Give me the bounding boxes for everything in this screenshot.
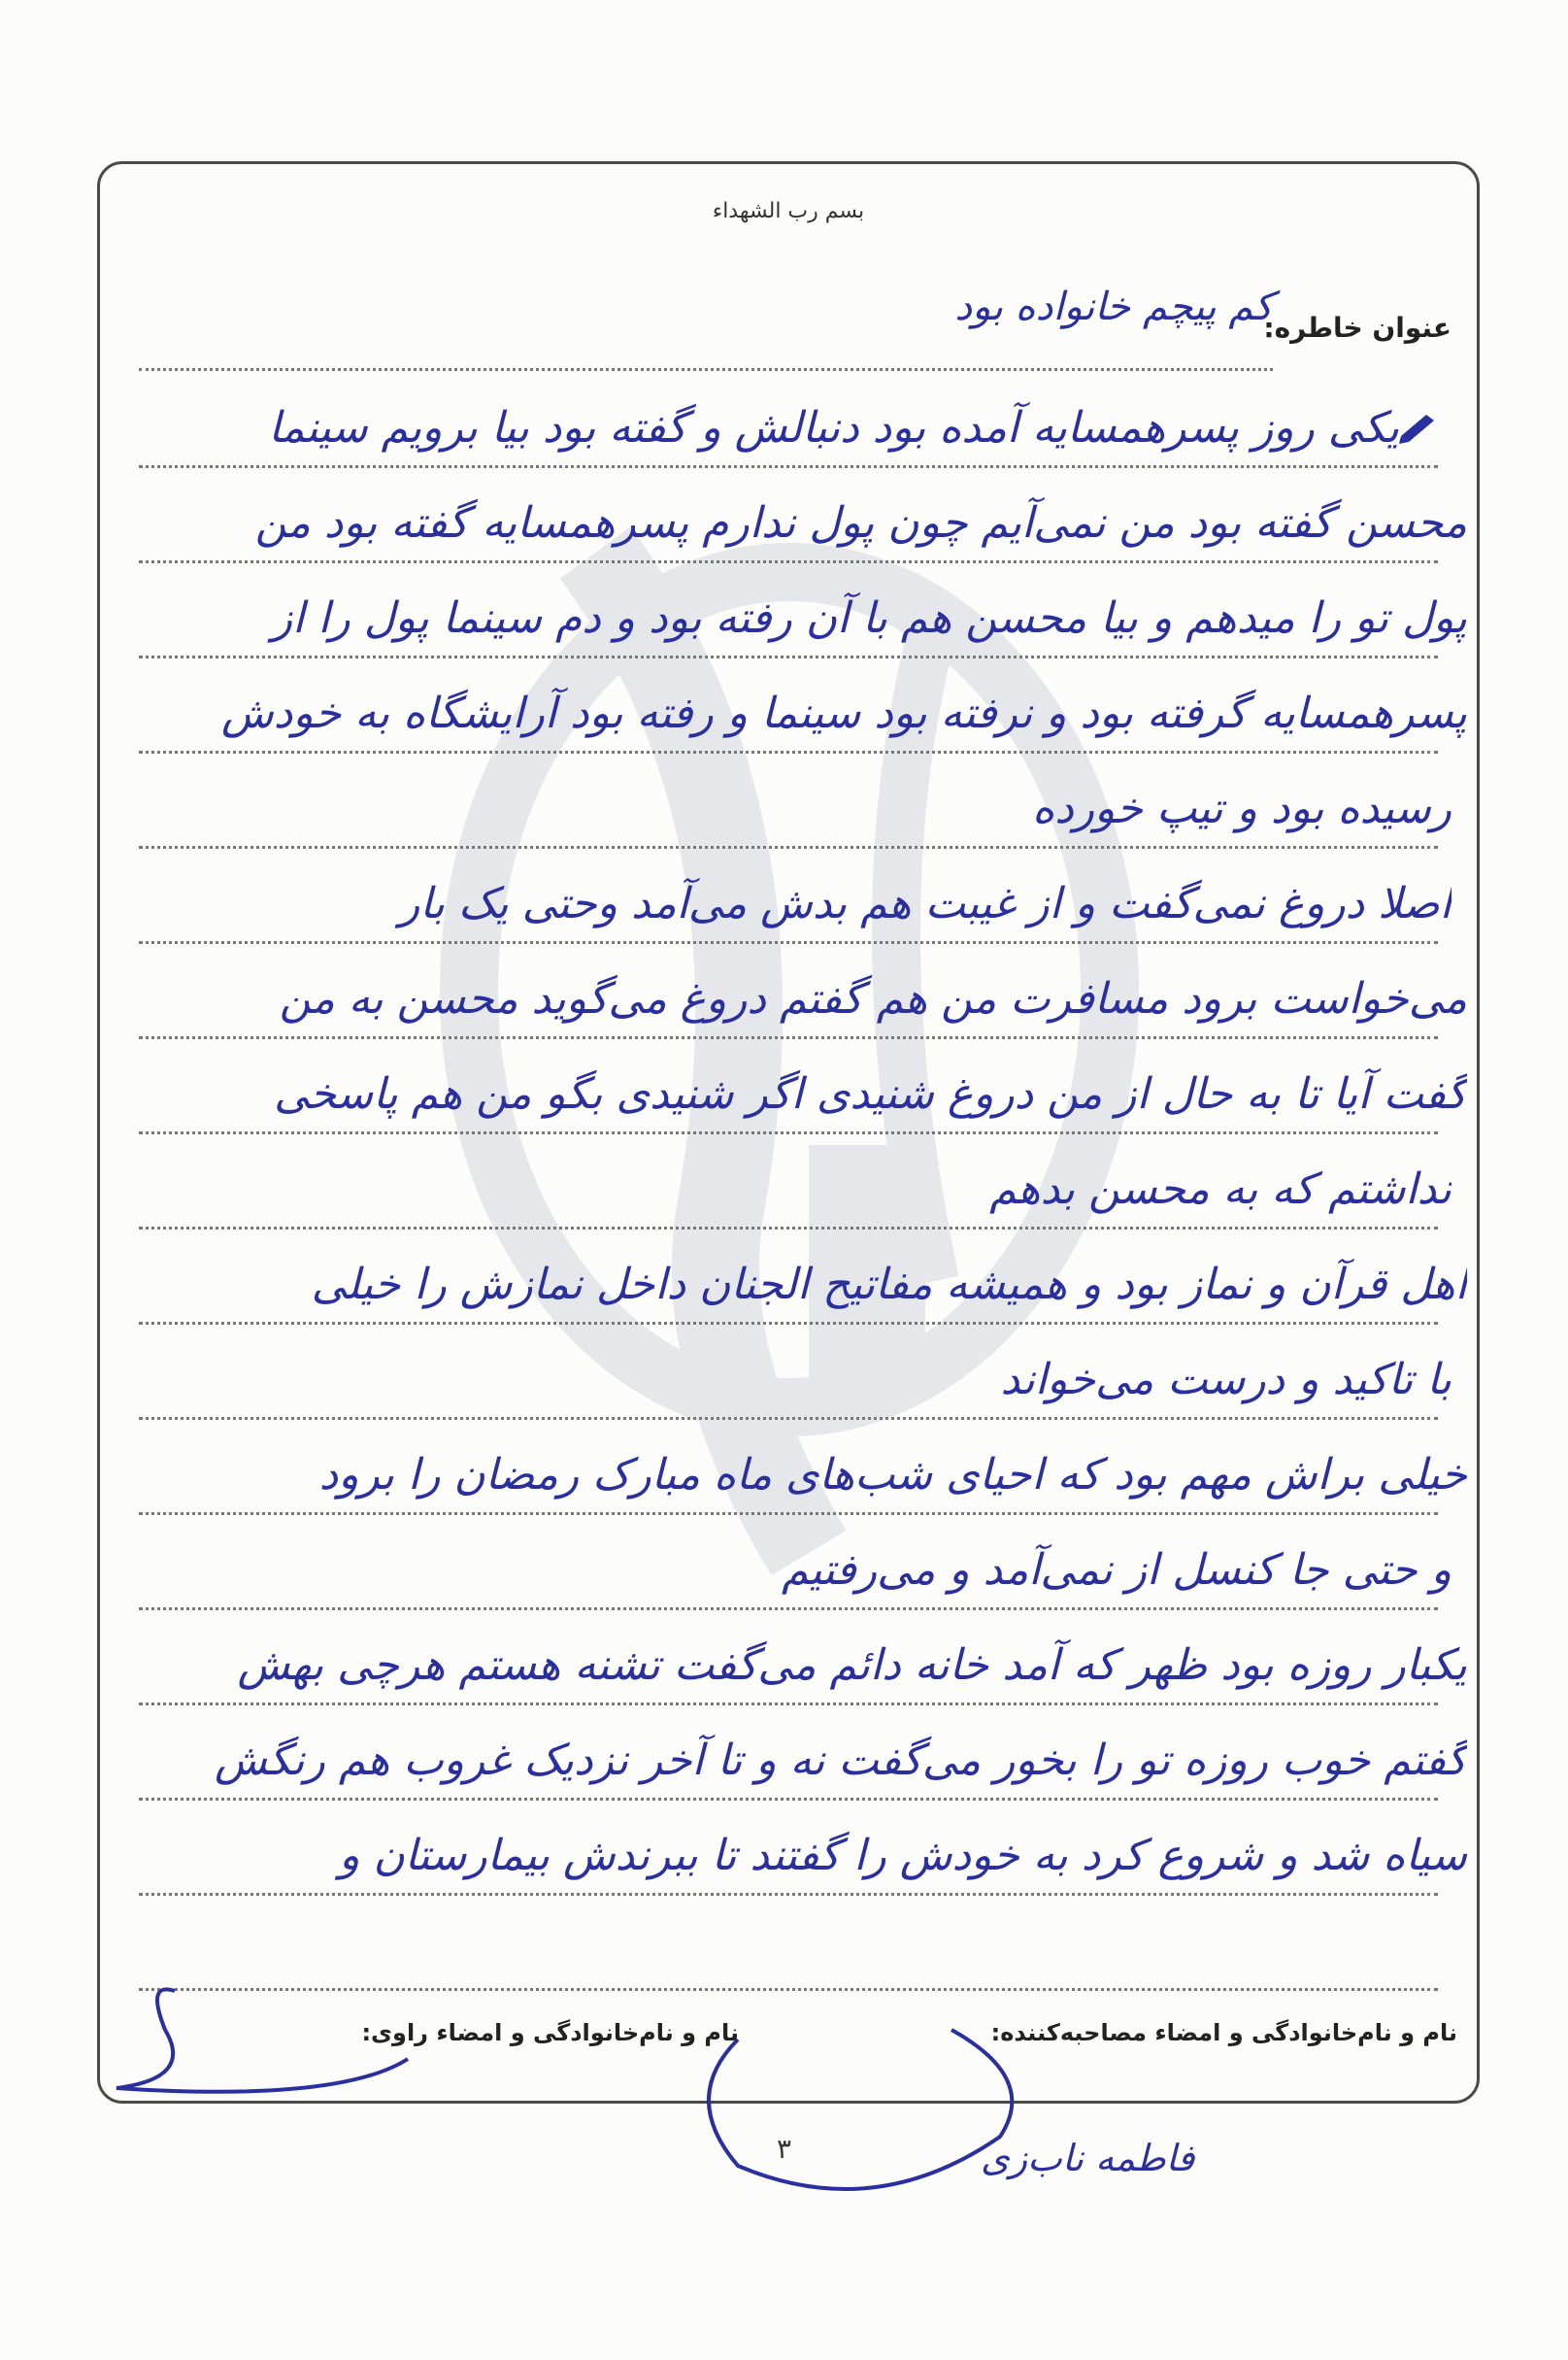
interviewer-signature-label: نام و نام‌خانوادگی و امضاء مصاحبه‌کننده:: [990, 2019, 1457, 2046]
handwritten-line: یکی روز پسرهمسایه آمده بود دنبالش و گفته بود بیا برویم سینما: [268, 403, 1399, 453]
handwritten-line: نداشتم که به محسن بدهم: [989, 1164, 1451, 1214]
handwritten-line: می‌خواست برود مسافرت من هم گفتم دروغ می‌گوید محسن به من: [279, 974, 1467, 1024]
handwritten-line: خیلی براش مهم بود که احیای شب‌های ماه مبارک رمضان را برود: [318, 1450, 1467, 1500]
handwritten-line: گفت آیا تا به حال از من دروغ شنیدی اگر شنیدی بگو من هم پاسخی: [274, 1069, 1467, 1119]
signature-footer: [119, 2009, 1457, 2058]
page-number: ۳: [777, 2133, 792, 2165]
pen-icon: [1397, 407, 1446, 446]
header-title: بسم رب الشهداء: [712, 199, 865, 223]
form-frame: [97, 161, 1480, 2104]
memoir-title-label: عنوان خاطره:: [1263, 312, 1451, 344]
handwritten-line: گفتم خوب روزه تو را بخور می‌گفت نه و تا آخر نزدیک غروب هم رنگش: [215, 1736, 1467, 1785]
handwritten-line: و حتی جا کنسل از نمی‌آمد و می‌رفتیم: [781, 1545, 1451, 1595]
ruled-line: [139, 1988, 1438, 1991]
handwritten-line: پسرهمسایه گرفته بود و نرفته بود سینما و رفته بود آرایشگاه به خودش: [221, 689, 1467, 738]
handwritten-line: پول تو را میدهم و بیا محسن هم با آن رفته بود و دم سینما پول را از: [271, 593, 1467, 643]
handwritten-line: یکبار روزه بود ظهر که آمد خانه دائم می‌گفت تشنه هستم هرچی بهش: [237, 1640, 1467, 1690]
narrator-signature-label: نام و نام‌خانوادگی و امضاء راوی:: [361, 2019, 739, 2046]
memoir-title-value: کم پیچم خانواده بود: [954, 285, 1273, 329]
handwritten-line: اصلا دروغ نمی‌گفت و از غیبت هم بدش می‌آمد وحتی یک بار: [399, 879, 1451, 928]
handwritten-line: سیاه شد و شروع کرد به خودش را گفتند تا ببرندش بیمارستان و: [339, 1831, 1467, 1880]
handwritten-line: محسن گفته بود من نمی‌آیم چون پول ندارم پسرهمسایه گفته بود من: [254, 498, 1467, 548]
handwritten-line: با تاکید و درست می‌خواند: [1000, 1355, 1451, 1404]
handwritten-line: رسیده بود و تیپ خورده: [1032, 784, 1451, 833]
narrator-signature-name: فاطمه ناب‌زی: [981, 2137, 1195, 2179]
handwritten-line: اهل قرآن و نماز بود و همیشه مفاتیح الجنان داخل نمازش را خیلی: [311, 1260, 1467, 1309]
title-rule: [139, 368, 1273, 371]
